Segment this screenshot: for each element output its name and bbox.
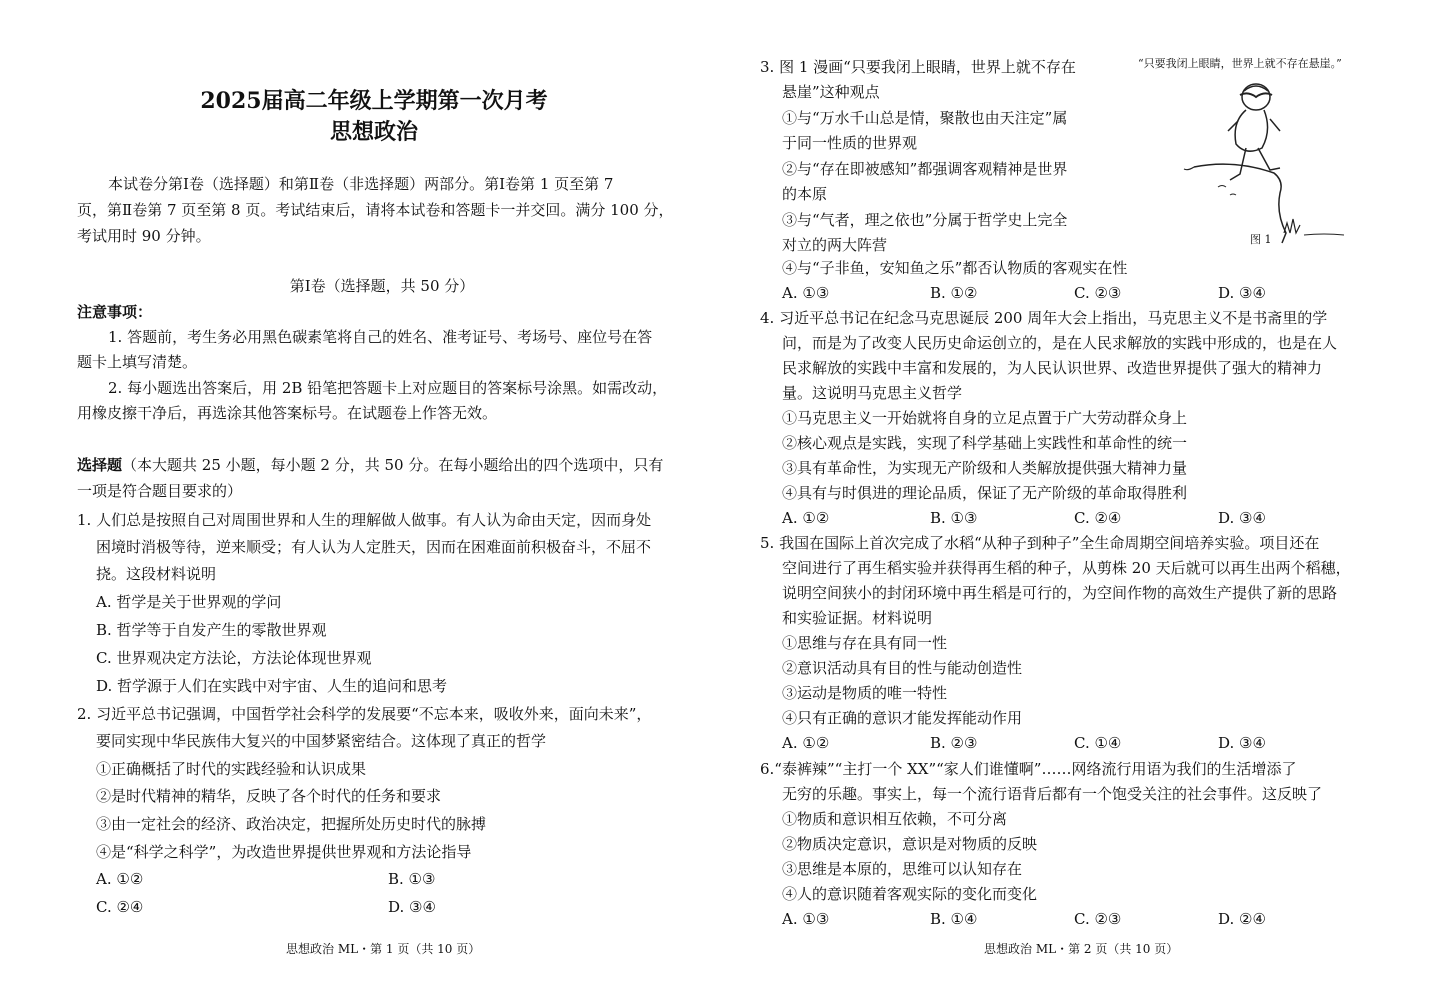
q1-option-d: D. 哲学源于人们在实践中对宇宙、人生的追问和思考 [96,677,448,695]
q4-stem-1: 4. 习近平总书记在纪念马克思诞辰 200 周年大会上指出，马克思主义不是书斋里的学 [760,309,1328,327]
intro-line-1: 本试卷分第Ⅰ卷（选择题）和第Ⅱ卷（非选择题）两部分。第Ⅰ卷第 1 页至第 7 [108,175,614,193]
q5-item-4: ④只有正确的意识才能发挥能动作用 [782,709,1023,727]
q3-stem-2: 悬崖”这种观点 [782,83,880,101]
exam-title: 2025届高二年级上学期第一次月考 [200,88,548,114]
q2-option-a: A. ①② [96,870,144,888]
q4-option-a: A. ①② [782,509,830,527]
q3-stem-1: 3. 图 1 漫画“只要我闭上眼睛，世界上就不存在 [760,58,1076,76]
figure-1-cartoon [1134,55,1384,245]
q4-stem-4: 量。这说明马克思主义哲学 [782,384,963,402]
choice-desc-line-2: 一项是符合题目要求的） [77,482,243,500]
q6-item-3: ③思维是本原的，思维可以认知存在 [782,860,1023,878]
q4-item-1: ①马克思主义一开始就将自身的立足点置于广大劳动群众身上 [782,409,1188,427]
q5-option-a: A. ①② [782,734,830,752]
q3-item-4: ④与“子非鱼，安知鱼之乐”都否认物质的客观实在性 [782,259,1128,277]
q6-item-4: ④人的意识随着客观实际的变化而变化 [782,885,1038,903]
q2-item-3: ③由一定社会的经济、政治决定，把握所处历史时代的脉搏 [96,815,487,833]
q2-option-c: C. ②④ [96,898,144,916]
q3-option-c: C. ②③ [1074,284,1122,302]
q1-option-c: C. 世界观决定方法论，方法论体现世界观 [96,649,372,667]
q3-item-1b: 于同一性质的世界观 [782,134,918,152]
q3-option-a: A. ①③ [782,284,830,302]
q3-item-2a: ②与“存在即被感知”都强调客观精神是世界 [782,160,1068,178]
q1-option-a: A. 哲学是关于世界观的学问 [96,593,282,611]
q5-option-c: C. ①④ [1074,734,1122,752]
q4-item-2: ②核心观点是实践，实现了科学基础上实践性和革命性的统一 [782,434,1188,452]
q6-option-a: A. ①③ [782,910,830,928]
q6-option-d: D. ②④ [1218,910,1266,928]
q2-option-d: D. ③④ [388,898,436,916]
q5-item-3: ③运动是物质的唯一特性 [782,684,948,702]
q5-item-2: ②意识活动具有目的性与能动创造性 [782,659,1023,677]
q4-item-3: ③具有革命性，为实现无产阶级和人类解放提供强大精神力量 [782,459,1188,477]
q2-item-4: ④是“科学之科学”，为改造世界提供世界观和方法论指导 [96,843,472,861]
cartoon-drawing [1134,55,1384,245]
q6-option-b: B. ①④ [930,910,978,928]
q2-item-1: ①正确概括了时代的实践经验和认识成果 [96,760,367,778]
q4-stem-3: 民求解放的实践中丰富和发展的，为人民认识世界、改造世界提供了强大的精神力 [782,359,1323,377]
q3-option-b: B. ①② [930,284,978,302]
q5-option-b: B. ②③ [930,734,978,752]
intro-line-2: 页，第Ⅱ卷第 7 页至第 8 页。考试结束后，请将本试卷和答题卡一并交回。满分 100 分， [77,201,674,219]
q4-option-b: B. ①③ [930,509,978,527]
q5-stem-3: 说明空间狭小的封闭环境中再生稻是可行的，为空间作物的高效生产提供了新的思路 [782,584,1338,602]
q5-option-d: D. ③④ [1218,734,1266,752]
q5-item-1: ①思维与存在具有同一性 [782,634,948,652]
q2-stem-2: 要同实现中华民族伟大复兴的中国梦紧密结合。这体现了真正的哲学 [96,732,547,750]
q3-item-2b: 的本原 [782,185,828,203]
q3-item-3b: 对立的两大阵营 [782,236,888,254]
q6-option-c: C. ②③ [1074,910,1122,928]
q5-stem-1: 5. 我国在国际上首次完成了水稻“从种子到种子”全生命周期空间培养实验。项目还在 [760,534,1320,552]
figure-label: 图 1 [1250,233,1272,246]
q6-item-2: ②物质决定意识，意识是对物质的反映 [782,835,1038,853]
intro-line-3: 考试用时 90 分钟。 [77,227,211,245]
choice-heading: 选择题 [77,456,123,474]
notice-line-1: 1. 答题前，考生务必用黑色碳素笔将自己的姓名、准考证号、考场号、座位号在答 [108,328,653,346]
q4-stem-2: 问，而是为了改变人民历史命运创立的，是在人民求解放的实践中形成的，也是在人 [782,334,1338,352]
figure-caption: “只要我闭上眼睛，世界上就不存在悬崖。” [1138,57,1342,70]
q3-item-3a: ③与“气者，理之依也”分属于哲学史上完全 [782,211,1068,229]
q2-item-2: ②是时代精神的精华，反映了各个时代的任务和要求 [96,787,442,805]
notice-title: 注意事项： [77,303,153,321]
notice-line-2: 题卡上填写清楚。 [77,353,198,371]
q4-option-c: C. ②④ [1074,509,1122,527]
q2-option-b: B. ①③ [388,870,436,888]
q2-stem-1: 2. 习近平总书记强调，中国哲学社会科学的发展要“不忘本来，吸收外来，面向未来”， [77,705,652,723]
q1-stem-3: 挠。这段材料说明 [96,565,217,583]
q1-stem-1: 1. 人们总是按照自己对周围世界和人生的理解做人做事。有人认为命由天定，因而身处 [77,511,652,529]
q1-option-b: B. 哲学等于自发产生的零散世界观 [96,621,327,639]
choice-desc-text: （本大题共 25 小题，每小题 2 分，共 50 分。在每小题给出的四个选项中，只有 [122,456,664,474]
q4-option-d: D. ③④ [1218,509,1266,527]
page-2-footer: 思想政治 ML・第 2 页（共 10 页） [984,942,1179,956]
q6-stem-1: 6.“泰裤辣”“主打一个 XX”“家人们谁懂啊”……网络流行用语为我们的生活增添了 [760,760,1297,778]
q5-stem-2: 空间进行了再生稻实验并获得再生稻的种子，从剪株 20 天后就可以再生出两个稻穗， [782,559,1351,577]
q1-stem-2: 困境时消极等待，逆来顺受；有人认为人定胜天，因而在困难面前积极奋斗，不屈不 [96,538,652,556]
section-title: 第Ⅰ卷（选择题，共 50 分） [289,277,475,295]
q6-stem-2: 无穷的乐趣。事实上，每一个流行语背后都有一个饱受关注的社会事件。这反映了 [782,785,1323,803]
q5-stem-4: 和实验证据。材料说明 [782,609,933,627]
q3-option-d: D. ③④ [1218,284,1266,302]
notice-line-3: 2. 每小题选出答案后，用 2B 铅笔把答题卡上对应题目的答案标号涂黑。如需改动， [108,379,668,397]
page-1-footer: 思想政治 ML・第 1 页（共 10 页） [286,942,481,956]
notice-line-4: 用橡皮擦干净后，再选涂其他答案标号。在试题卷上作答无效。 [77,404,498,422]
q3-item-1a: ①与“万水千山总是情，聚散也由天注定”属 [782,109,1068,127]
q6-item-1: ①物质和意识相互依赖，不可分离 [782,810,1008,828]
q4-item-4: ④具有与时俱进的理论品质，保证了无产阶级的革命取得胜利 [782,484,1188,502]
subject-title: 思想政治 [329,119,418,145]
